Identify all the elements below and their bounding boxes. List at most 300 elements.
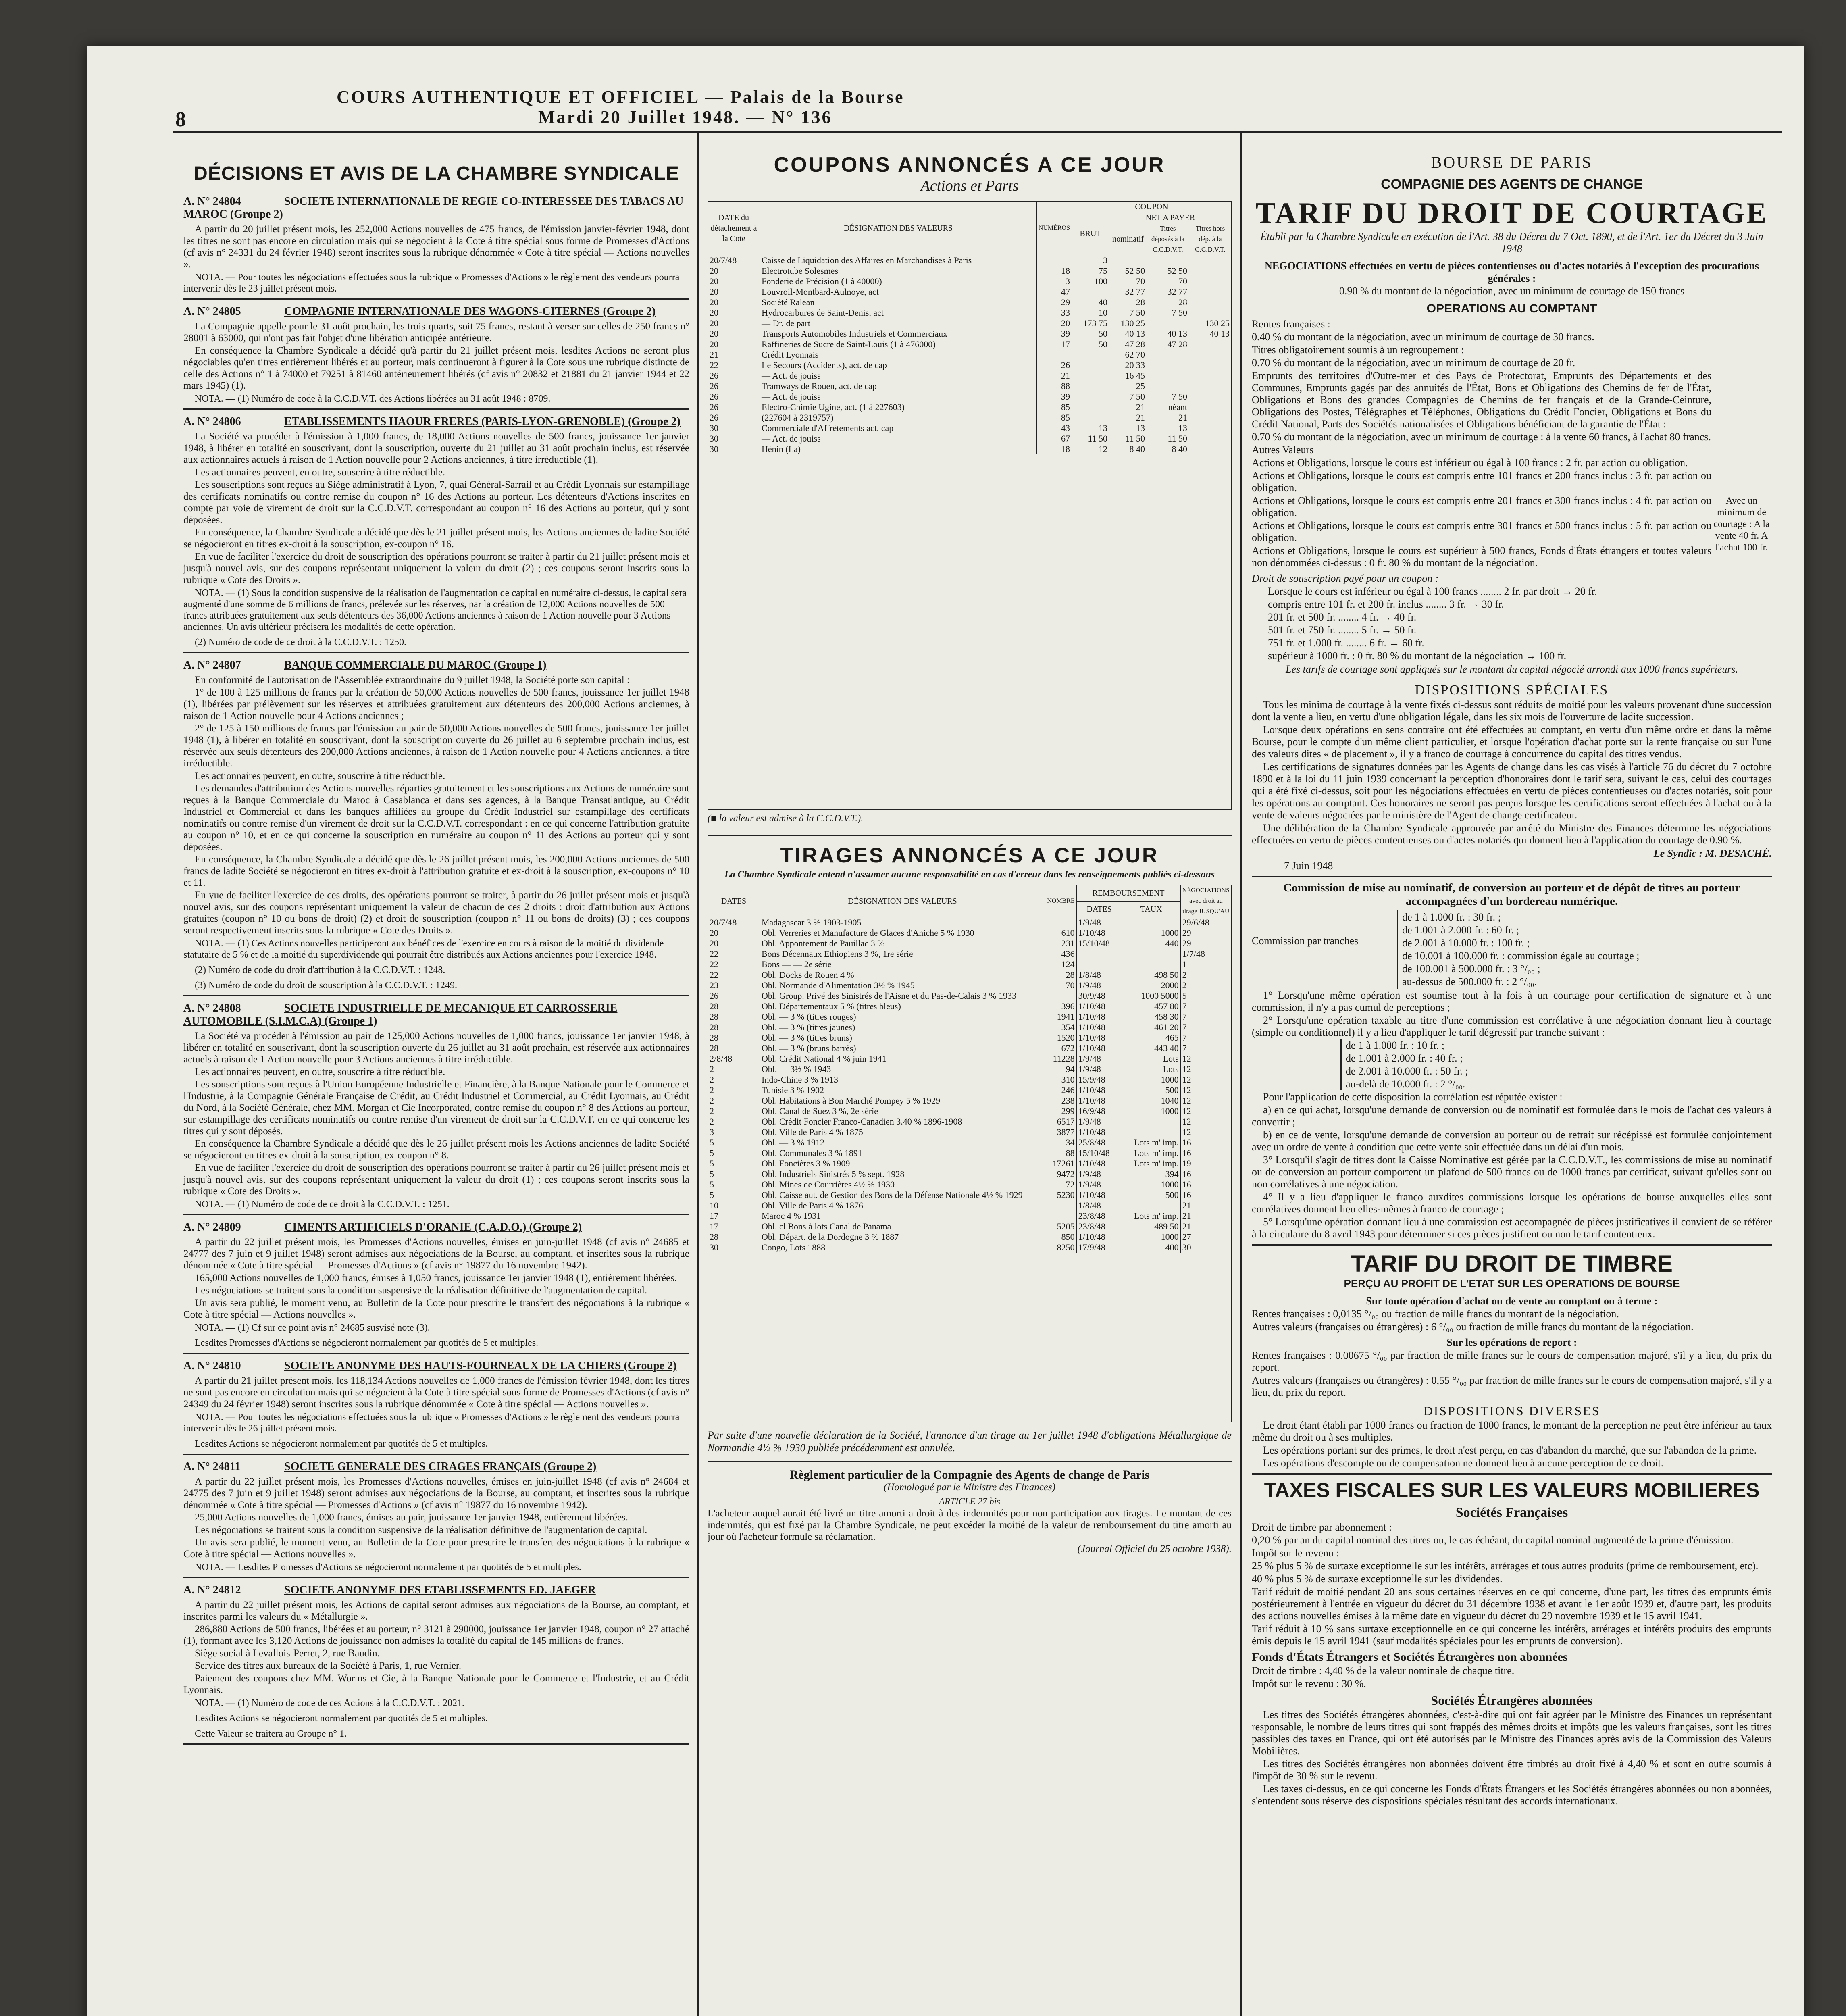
coupon-cell xyxy=(1147,371,1189,381)
tirage-cell: 30 xyxy=(708,1242,760,1253)
coupon-cell xyxy=(1072,402,1109,412)
coupon-cell: 12 xyxy=(1072,444,1109,454)
commission-line-2: de 1.001 à 2.000 fr. : 40 fr. ; xyxy=(1346,1052,1463,1064)
coupon-cell: 32 77 xyxy=(1147,287,1189,297)
tirage-cell: 88 xyxy=(1045,1148,1076,1158)
coupon-cell: 3 xyxy=(1036,276,1072,287)
notice-paragraph: 2° de 125 à 150 millions de francs par l'émission au pair de 50,000 Actions nouvelles de 500 francs, jouissance 1er juillet 1948 (1), à libérer en totalité en souscrivant, dont la souscription ouverte du 26 juillet au 6 septembre prochain inclus, est réservée aux seuls détenteurs des 200,000 Actions anciennes, à raison de 1 Action nouvelle pour 4 Actions anciennes, à titre irréductible. xyxy=(183,723,689,769)
commission-paragraph-2: b) en ce de vente, lorsqu'une demande de conversion au porteur ou de retrait sur récépissé est formulée conjointement avec un ordre de vente à condition que cette vente soit effectuée dans un délai d'un mois. xyxy=(1252,1129,1772,1153)
tirage-cell xyxy=(1076,949,1122,959)
societes-etrangeres-paragraph: Les titres des Sociétés étrangères non abonnées doivent être timbrés au droit fixé à 4,40 % et sont en outre soumis à l'impôt de 30 % sur le revenu. xyxy=(1252,1758,1772,1782)
negociations-text: 0.90 % du montant de la négociation, avec un minimum de courtage de 150 francs xyxy=(1339,285,1685,297)
tirage-row xyxy=(708,1022,1232,1033)
column-rule-1 xyxy=(697,133,699,2016)
notice-paragraph: A partir du 20 juillet présent mois, les 252,000 Actions nouvelles de 475 francs, de l'émission janvier-février 1948, dont les titres ne sont pas encore en circulation mais qui se négocient à la Cote à titre spécial sous forme de Promesses d'Actions (cf avis n° 24331 du 24 février 1948) seront inscrites sous la rubrique dénommée « Cote à titre spécial — Actions nouvelles ». xyxy=(183,224,689,270)
operation-line: Actions et Obligations, lorsque le cours est supérieur à 500 francs, Fonds d'États étrangers et toutes valeurs non dénommées ci-dessus : 0 fr. 80 % du montant de la négociation. xyxy=(1252,545,1711,569)
tirage-cell: 5 xyxy=(708,1169,760,1179)
tirage-cell: 458 30 xyxy=(1122,1012,1180,1022)
coupon-cell: 62 70 xyxy=(1109,350,1147,360)
notice-paragraph: La Compagnie appelle pour le 31 août prochain, les trois-quarts, soit 75 francs, restant à verser sur celles de 250 francs n° 28001 à 63000, qui n'ont pas fait l'objet d'une libération anticipée antérieure. xyxy=(183,321,689,344)
notice-paragraph: Un avis sera publié, le moment venu, au Bulletin de la Cote pour prescrire le transfert des négociations à la rubrique « Cote à titre spécial — Actions nouvelles ». xyxy=(183,1297,689,1320)
notice-title: SOCIETE ANONYME DES HAUTS-FOURNEAUX DE LA CHIERS (Groupe 2) xyxy=(284,1360,677,1372)
tirage-cell: 672 xyxy=(1045,1043,1076,1054)
coupon-cell: 21 xyxy=(1109,402,1147,412)
timbre-lines-2 xyxy=(1252,1350,1772,1399)
tirage-cell: 5 xyxy=(1180,991,1231,1001)
tirage-cell: 2 xyxy=(708,1075,760,1085)
tirage-row xyxy=(708,949,1232,959)
notice-paragraph: En conformité de l'autorisation de l'Assemblée extraordinaire du 9 juillet 1948, la Société porte son capital : xyxy=(195,675,630,685)
commission-label: Commission par tranches xyxy=(1252,935,1359,947)
notice-paragraph: Siège social à Levallois-Perret, 2, rue Baudin. xyxy=(195,1648,380,1659)
tirage-cell: 1000 5000 xyxy=(1122,991,1180,1001)
coupon-row xyxy=(708,329,1232,339)
coupons-rows xyxy=(708,255,1232,455)
tirage-cell: 12 xyxy=(1180,1095,1231,1106)
coupon-row xyxy=(708,381,1232,392)
tirage-cell: 1/9/48 xyxy=(1076,1116,1122,1127)
notice-nota: NOTA. — (1) Numéro de code de ce droit à la C.C.D.V.T. : 1251. xyxy=(195,1199,450,1210)
notice-paragraph: En vue de faciliter l'exercice de ces droits, des opérations pourront se traiter, à partir du 26 juillet présent mois et jusqu'à nouvel avis, sur des coupons représentant uniquement la valeur de chacun de ces 2 droits : droit d'attribution aux Actions gratuites (coupon n° 10 ou bons de droit) (2) et droit de souscription (coupon n° 11 ou bons de droits) (3) ; ces coupons seront respectivement inscrits sous la rubrique « Cote des Droits ». xyxy=(183,890,689,936)
coupon-cell xyxy=(1189,297,1232,308)
coupon-cell xyxy=(1189,350,1232,360)
coupons-col-designation: DÉSIGNATION DES VALEURS xyxy=(760,202,1037,255)
tirage-cell: 12 xyxy=(1180,1075,1231,1085)
coupon-cell: 26 xyxy=(1036,360,1072,371)
tirage-cell: 489 50 xyxy=(1122,1221,1180,1232)
coupon-cell: 21 xyxy=(1109,412,1147,423)
tirage-cell: 1/9/48 xyxy=(1076,917,1122,928)
tirage-cell: 26 xyxy=(708,991,760,1001)
left-column xyxy=(183,150,689,2016)
coupon-cell xyxy=(1189,339,1232,350)
tirage-cell: 28 xyxy=(708,1022,760,1033)
coupon-cell: 26 xyxy=(708,371,760,381)
tirage-cell: Obl. Verreries et Manufacture de Glaces d'Aniche 5 % 1930 xyxy=(760,928,1045,938)
coupon-cell xyxy=(1147,381,1189,392)
notice-number: A. N° 24812 xyxy=(183,1584,241,1596)
tirage-cell: Obl. Group. Privé des Sinistrés de l'Aisne et du Pas-de-Calais 3 % 1933 xyxy=(760,991,1045,1001)
reglement-source: (Journal Officiel du 25 octobre 1938). xyxy=(1077,1543,1232,1554)
tirages-col-negociations: NÉGOCIATIONS avec droit au tirage JUSQU'AU xyxy=(1180,885,1231,917)
tirage-cell: 1/10/48 xyxy=(1076,1232,1122,1242)
tirage-cell: Indo-Chine 3 % 1913 xyxy=(760,1075,1045,1085)
notice-paragraph: Service des titres aux bureaux de la Société à Paris, 1, rue Vernier. xyxy=(195,1660,462,1671)
tirage-cell: 231 xyxy=(1045,938,1076,949)
coupon-cell: 13 xyxy=(1072,423,1109,433)
tirage-cell: 21 xyxy=(1180,1200,1231,1211)
coupon-cell: 20 xyxy=(708,297,760,308)
societes-francaises-line: Droit de timbre par abonnement : xyxy=(1252,1521,1392,1533)
tirage-cell: 1040 xyxy=(1122,1095,1180,1106)
coupon-cell: 25 xyxy=(1109,381,1147,392)
disposition-paragraph: Lorsque deux opérations en sens contraire ont été effectuées au comptant, en vertu d'un même ordre et dans la même Bourse, pour le compte d'un même client particulier, et lorsque l'opération d'achat porte sur la rente française ou sur l'une des valeurs dites « de placement », il y a franco de courtage à concurrence du capital des titres vendus. xyxy=(1252,724,1772,760)
droit-line: 201 fr. et 500 fr. ........ 4 fr. → 40 fr. xyxy=(1268,611,1417,623)
coupon-cell: 52 50 xyxy=(1147,266,1189,276)
tirage-cell xyxy=(1045,1200,1076,1211)
coupon-cell xyxy=(1147,350,1189,360)
coupon-cell: 3 xyxy=(1072,255,1109,266)
coupon-cell: 88 xyxy=(1036,381,1072,392)
coupon-cell: 39 xyxy=(1036,329,1072,339)
coupon-cell xyxy=(1072,412,1109,423)
tirage-cell xyxy=(1122,1116,1180,1127)
notice-separator xyxy=(183,1743,689,1745)
coupon-row xyxy=(708,350,1232,360)
tirage-cell: 16 xyxy=(1180,1179,1231,1190)
coupon-cell: Commerciale d'Affrètements act. cap xyxy=(760,423,1037,433)
tirage-cell: 2000 xyxy=(1122,980,1180,991)
coupon-cell xyxy=(1036,350,1072,360)
coupon-cell xyxy=(1189,444,1232,454)
tirage-row xyxy=(708,1158,1232,1169)
coupon-row xyxy=(708,318,1232,329)
societes-etrangeres-paragraphs xyxy=(1252,1709,1772,1807)
diverses-paragraph: Les opérations portant sur des primes, le droit n'est perçu, en cas d'abandon du marché, que sur l'abandon de la prime. xyxy=(1263,1444,1757,1456)
tirage-cell: 1000 xyxy=(1122,928,1180,938)
diverses-title: DISPOSITIONS DIVERSES xyxy=(1423,1404,1600,1418)
coupon-cell xyxy=(1072,287,1109,297)
fonds-etrangers-line: Droit de timbre : 4,40 % de la valeur nominale de chaque titre. xyxy=(1252,1665,1515,1677)
timbre-subtitle: PERÇU AU PROFIT DE L'ETAT SUR LES OPERATIONS DE BOURSE xyxy=(1344,1277,1680,1289)
tirage-row xyxy=(708,1064,1232,1075)
coupon-cell: 22 xyxy=(708,360,760,371)
notice-paragraph: 165,000 Actions nouvelles de 1,000 francs, émises à 1,050 francs, jouissance 1er janvier 1948 (1), entièrement libérées. xyxy=(195,1272,677,1283)
commission-line-2: de 1 à 1.000 fr. : 10 fr. ; xyxy=(1346,1039,1444,1051)
coupon-cell: 8 40 xyxy=(1109,444,1147,454)
societes-francaises-line: Impôt sur le revenu : xyxy=(1252,1547,1339,1559)
tirage-cell: 1/7/48 xyxy=(1180,949,1231,959)
coupon-cell xyxy=(1189,412,1232,423)
notice-paragraph: 286,880 Actions de 500 francs, libérées et au porteur, n° 3121 à 290000, jouissance 1er janvier 1948, coupon n° 27 attaché (1), formant avec les 3,120 Actions de jouissance non admises la totalité du capital de 145 millions de francs. xyxy=(183,1624,689,1646)
operation-line: 0.70 % du montant de la négociation, avec un minimum de courtage de 20 fr. xyxy=(1252,357,1575,369)
tirage-cell: Obl. Départementaux 5 % (titres bleus) xyxy=(760,1001,1045,1012)
reglement-divider xyxy=(708,1461,1232,1462)
tirage-cell: 2 xyxy=(708,1106,760,1116)
coupon-cell xyxy=(1147,255,1189,266)
notice-separator xyxy=(183,298,689,300)
tirage-cell: 2 xyxy=(708,1116,760,1127)
tirage-cell: Lots m' imp. xyxy=(1122,1158,1180,1169)
coupons-table xyxy=(708,201,1232,810)
coupon-row xyxy=(708,287,1232,297)
commission-line: de 10.001 à 100.000 fr. : commission égale au courtage ; xyxy=(1402,950,1640,962)
notice-heading xyxy=(183,415,689,428)
tirage-cell: 28 xyxy=(708,1001,760,1012)
coupon-cell: — Dr. de part xyxy=(760,318,1037,329)
coupons-subtitle: Actions et Parts xyxy=(920,177,1019,194)
taxes-title: TAXES FISCALES SUR LES VALEURS MOBILIERES xyxy=(1264,1479,1760,1502)
coupon-cell: 40 13 xyxy=(1147,329,1189,339)
coupons-col-coupon: COUPON xyxy=(1072,202,1232,212)
tirages-col-remboursement: REMBOURSEMENT xyxy=(1076,885,1180,902)
tirage-cell: 850 xyxy=(1045,1232,1076,1242)
coupon-cell xyxy=(1189,255,1232,266)
tirage-cell: 28 xyxy=(708,1033,760,1043)
coupons-col-nominatif: nominatif xyxy=(1109,223,1147,255)
tirage-cell: 1000 xyxy=(1122,1179,1180,1190)
coupon-cell: 16 45 xyxy=(1109,371,1147,381)
coupon-cell xyxy=(1189,360,1232,371)
tirage-cell: 20 xyxy=(708,928,760,938)
tirage-cell: Obl. Canal de Suez 3 %, 2e série xyxy=(760,1106,1045,1116)
dispositions-title: DISPOSITIONS SPÉCIALES xyxy=(1415,683,1609,698)
notice-nota: NOTA. — (1) Sous la condition suspensive de la réalisation de l'augmentation de capital en numéraire ci-dessus, le capital sera augmenté d'une somme de 6 millions de francs, prélevée sur les réserves, par la création de 12,000 Actions nouvelles de 500 francs attribuées gratuitement aux seuls détenteurs des 36,000 Actions anciennes à raison de 1 Action nouvelle pour 3 Actions anciennes. Un avis ultérieur précisera les modalités de cette opération. xyxy=(183,588,687,632)
tirage-cell: 7 xyxy=(1180,1012,1231,1022)
societes-francaises-lines xyxy=(1252,1521,1772,1647)
coupon-row xyxy=(708,392,1232,402)
tirage-cell: 2 xyxy=(1180,980,1231,991)
societes-etrangeres-paragraph: Les taxes ci-dessus, en ce qui concerne les Fonds d'États Étrangers et les Sociétés étrangères abonnées ou non abonnées, s'entendent sous réserve des dispositions spéciales résultant des accords internationaux. xyxy=(1252,1783,1772,1807)
coupon-cell: 47 28 xyxy=(1147,339,1189,350)
tirage-cell: 1/9/48 xyxy=(1076,1054,1122,1064)
coupon-cell: 17 xyxy=(1036,339,1072,350)
operation-line: Emprunts des territoires d'Outre-mer et des Pays de Protectorat, Emprunts des Départements et des Communes, Emprunts gagés par des annuités de l'État, Bons et Obligations des Chemins de fer de l'État, Obligations et Bons des grandes Compagnies de Chemins de fer français et de la Grande-Ceinture, Obligations des Postes, Télégraphes et Téléphones, Obligations du Crédit Foncier, Obligations et Bons du Crédit National, Parts des Sociétés nationalisées et Obligations bénéficiant de la garantie de l'État : xyxy=(1252,370,1711,430)
notice-paragraph: Les actionnaires peuvent, en outre, souscrire à titre réductible. xyxy=(195,771,445,781)
tirages-col-dates2: DATES xyxy=(1076,901,1122,917)
tirages-col-dates: DATES xyxy=(708,885,760,917)
tirage-cell: 23/8/48 xyxy=(1076,1221,1122,1232)
tirage-row xyxy=(708,1200,1232,1211)
tirage-cell: 1/10/48 xyxy=(1076,1043,1122,1054)
coupon-cell: 20 xyxy=(1036,318,1072,329)
tirage-cell: Obl. Ville de Paris 4 % 1875 xyxy=(760,1127,1045,1137)
tirage-cell: Obl. Foncières 3 % 1909 xyxy=(760,1158,1045,1169)
tirage-cell: 394 xyxy=(1122,1169,1180,1179)
coupon-cell: Hénin (La) xyxy=(760,444,1037,454)
coupon-cell: 173 75 xyxy=(1072,318,1109,329)
tirage-cell: 5230 xyxy=(1045,1190,1076,1200)
tirage-cell: 3 xyxy=(708,1127,760,1137)
tirage-cell: 12 xyxy=(1180,1085,1231,1095)
diverses-paragraph: Le droit étant établi par 1000 francs ou fraction de 1000 francs, le montant de la perception ne peut être inférieur au taux même du droit ou à ses multiples. xyxy=(1252,1419,1772,1443)
notice-paragraph: En conséquence la Chambre Syndicale a décidé que dès le 26 juillet présent mois les Actions anciennes de ladite Société se négocieront en titres ex-droit à la souscription, ex-coupon n° 8. xyxy=(183,1138,689,1161)
coupons-col-date: DATE du détachement à la Cote xyxy=(708,202,760,255)
commission-paragraphs xyxy=(1252,989,1772,1039)
tirage-cell: 400 xyxy=(1122,1242,1180,1253)
tirage-cell: Maroc 4 % 1931 xyxy=(760,1211,1045,1221)
coupon-cell: 13 xyxy=(1147,423,1189,433)
tirage-cell: 21 xyxy=(1180,1211,1231,1221)
notice-title: SOCIETE INDUSTRIELLE DE MECANIQUE ET CARROSSERIE AUTOMOBILE (S.I.M.C.A) (Groupe 1) xyxy=(183,1002,618,1027)
coupon-cell: 100 xyxy=(1072,276,1109,287)
tirage-row xyxy=(708,1116,1232,1127)
notice-paragraph: Les souscriptions sont reçues au Siège administratif à Lyon, 7, quai Général-Sarrail et au Crédit Lyonnais sur estampillage des certificats nominatifs ou contre remise du coupon n° 16 des Actions au porteur. Les détenteurs d'Actions inscrites en compte par voie de virement de droit sur la C.C.D.V.T. correspondant au coupon n° 16 des Actions au porteur, qui y sont déposées. xyxy=(183,479,689,525)
coupon-cell: 20 33 xyxy=(1109,360,1147,371)
tirage-cell xyxy=(1122,917,1180,928)
notice-paragraph: En conséquence, la Chambre Syndicale a décidé que dès le 21 juillet présent mois, les Actions anciennes de ladite Société se négocieront en titres ex-droit à la souscription, ex-coupon n° 16. xyxy=(183,527,689,550)
tirage-cell: 1000 xyxy=(1122,1075,1180,1085)
tirage-cell: 246 xyxy=(1045,1085,1076,1095)
coupon-row xyxy=(708,423,1232,433)
coupon-cell: 28 xyxy=(1147,297,1189,308)
coupon-cell: Tramways de Rouen, act. de cap xyxy=(760,381,1037,392)
notice-paragraph: En vue de faciliter l'exercice du droit de souscription des opérations pourront se traiter à partir du 26 juillet présent mois et jusqu'à nouvel avis, sur des coupons représentant uniquement la valeur du droit (1) ; ces coupons seront inscrits sous la rubrique « Cote des Droits ». xyxy=(183,1162,689,1197)
droit-line: Lorsque le cours est inférieur ou égal à 100 francs ........ 2 fr. par droit → 20 fr. xyxy=(1268,585,1597,597)
tirage-row xyxy=(708,1127,1232,1137)
coupon-cell: 20 xyxy=(708,276,760,287)
notice-heading xyxy=(183,195,689,221)
commission-line: de 2.001 à 10.000 fr. : 100 fr. ; xyxy=(1402,937,1530,949)
coupon-row xyxy=(708,371,1232,381)
commission-line: de 1 à 1.000 fr. : 30 fr. ; xyxy=(1402,911,1501,923)
notice-paragraph: Les négociations se traitent sous la condition suspensive de la réalisation définitive de l'augmentation de capital. xyxy=(195,1285,647,1296)
commission-paragraph: 2° Lorsqu'une opération taxable au titre d'une commission est corrélative à une négociation donnant lieu à courtage (simple ou conditionnel) il y a lieu d'appliquer le tarif dégressif par tranche suivant : xyxy=(1252,1014,1772,1038)
droit-note: Les tarifs de courtage sont appliqués sur le montant du capital négocié arrondi aux 1000 francs supérieurs. xyxy=(1285,663,1738,675)
coupon-cell: 7 50 xyxy=(1109,308,1147,318)
coupon-cell: 11 50 xyxy=(1147,433,1189,444)
notice-paragraph: Les actionnaires peuvent, en outre, souscrire à titre réductible. xyxy=(195,467,445,478)
coupon-cell: 75 xyxy=(1072,266,1109,276)
coupon-cell: 20 xyxy=(708,266,760,276)
coupon-cell: 21 xyxy=(1147,412,1189,423)
tirages-subtitle: La Chambre Syndicale entend n'assumer aucune responsabilité en cas d'erreur dans les renseignements publiés ci-dessous xyxy=(724,869,1215,880)
tirage-cell: 5 xyxy=(708,1179,760,1190)
notice-heading xyxy=(183,1584,689,1597)
tirage-cell: Bons Décennaux Ethiopiens 3 %, 1re série xyxy=(760,949,1045,959)
tirage-cell: 1/10/48 xyxy=(1076,1085,1122,1095)
tirage-cell: 500 xyxy=(1122,1085,1180,1095)
tirage-cell: 1/10/48 xyxy=(1076,1095,1122,1106)
right-column xyxy=(1252,150,1772,2016)
middle-column xyxy=(708,150,1232,2016)
commission-title: Commission de mise au nominatif, de conversion au porteur et de dépôt de titres au porteur accompagnées d'un bordereau numérique. xyxy=(1283,881,1740,908)
tirage-row xyxy=(708,1137,1232,1148)
notice-number: A. N° 24810 xyxy=(183,1360,241,1372)
notice-heading xyxy=(183,1360,689,1372)
notice-paragraph: Les actionnaires peuvent, en outre, souscrire à titre réductible. xyxy=(195,1066,445,1077)
tirage-cell: Obl. Ville de Paris 4 % 1876 xyxy=(760,1200,1045,1211)
tirage-cell: 23 xyxy=(708,980,760,991)
operation-line: 0.70 % du montant de la négociation, avec un minimum de courtage : à la vente 60 francs, à l'achat 80 francs. xyxy=(1252,431,1711,443)
tirage-row xyxy=(708,1179,1232,1190)
coupons-title: COUPONS ANNONCÉS A CE JOUR xyxy=(774,153,1165,177)
tirage-cell: 29 xyxy=(1180,938,1231,949)
commission-paragraph-2: 4° Il y a lieu d'appliquer le franco auxdites commissions lorsque les opérations de bourse auxquelles elles sont corrélatives donnent lieu elles-mêmes à franco de courtage ; xyxy=(1252,1191,1772,1215)
tirage-cell: Obl. Normande d'Alimentation 3½ % 1945 xyxy=(760,980,1045,991)
coupon-cell xyxy=(1147,318,1189,329)
tirage-cell: 5 xyxy=(708,1137,760,1148)
coupon-cell xyxy=(1072,381,1109,392)
commission-divider xyxy=(1252,876,1772,877)
tirage-cell: 15/10/48 xyxy=(1076,1148,1122,1158)
notice-nota: Lesdites Actions se négocieront normalement par quotités de 5 et multiples. xyxy=(195,1713,488,1724)
notice-heading xyxy=(183,305,689,318)
page-number: 8 xyxy=(175,108,187,131)
tirage-cell: Bons — — 2e série xyxy=(760,959,1045,970)
tirage-cell: 23/8/48 xyxy=(1076,1211,1122,1221)
tirage-cell xyxy=(1122,949,1180,959)
coupon-cell xyxy=(1189,433,1232,444)
commission-paragraph-2: 3° Lorsqu'il s'agit de titres dont la Caisse Nominative est gérée par la C.C.D.V.T., les commissions de mise au nominatif ou de conversion au porteur comportent un plafond de 500 francs ou de 1000 francs par certificat, suivant qu'elles sont ou non corrélatives à une négociation. xyxy=(1252,1154,1772,1190)
coupon-cell: 28 xyxy=(1109,297,1147,308)
coupon-cell: 10 xyxy=(1072,308,1109,318)
tirages-rows xyxy=(708,917,1232,1253)
notice-heading xyxy=(183,1221,689,1234)
notice-number: A. N° 24806 xyxy=(183,415,241,428)
coupon-cell: Electro-Chimie Ugine, act. (1 à 227603) xyxy=(760,402,1037,412)
timbre-line-2: Rentes françaises : 0,00675 °/₀₀ par fraction de mille francs sur le cours de compensation majoré, s'il y a lieu, du prix du report. xyxy=(1252,1350,1772,1373)
timbre-line-1: Rentes françaises : 0,0135 °/₀₀ ou fraction de mille francs du montant de la négociation. xyxy=(1252,1308,1619,1320)
tirage-cell: 2 xyxy=(1180,970,1231,980)
tirages-title: TIRAGES ANNONCÉS A CE JOUR xyxy=(780,844,1159,867)
tirage-cell: 28 xyxy=(1045,970,1076,980)
commission-tranches xyxy=(1252,910,1772,989)
notice-separator xyxy=(183,408,689,410)
notice-paragraph: A partir du 22 juillet présent mois, les Promesses d'Actions nouvelles, émises en juin-juillet 1948 (cf avis n° 24684 et 24775 des 7 juin et 9 juillet 1948) seront admises aux négociations de la Bourse, au comptant, et inscrites sous la rubrique dénommée « Cote à titre spécial — Promesses d'Actions » (cf avis n° 19877 du 16 novembre 1942). xyxy=(183,1476,689,1510)
tirage-cell: 436 xyxy=(1045,949,1076,959)
tirage-row xyxy=(708,1211,1232,1221)
notice-nota: (2) Numéro de code du droit d'attribution à la C.C.D.V.T. : 1248. xyxy=(195,965,445,975)
coupon-cell: 67 xyxy=(1036,433,1072,444)
coupon-cell: Caisse de Liquidation des Affaires en Marchandises à Paris xyxy=(760,255,1037,266)
tirage-row xyxy=(708,1232,1232,1242)
tirage-row xyxy=(708,1043,1232,1054)
tirage-cell: Madagascar 3 % 1903-1905 xyxy=(760,917,1045,928)
notice-paragraph: Un avis sera publié, le moment venu, au Bulletin de la Cote pour prescrire le transfert des négociations à la rubrique « Cote à titre spécial — Actions nouvelles ». xyxy=(183,1537,689,1560)
tirage-cell: 1/10/48 xyxy=(1076,1158,1122,1169)
coupon-cell: 40 13 xyxy=(1109,329,1147,339)
tirage-cell: 15/9/48 xyxy=(1076,1075,1122,1085)
tirage-row xyxy=(708,1085,1232,1095)
tirage-cell: 1/8/48 xyxy=(1076,970,1122,980)
header-rule xyxy=(173,131,1782,133)
commission-line: de 1.001 à 2.000 fr. : 60 fr. ; xyxy=(1402,924,1519,936)
notice-nota: NOTA. — (1) Cf sur ce point avis n° 24685 susvisé note (3). xyxy=(195,1322,430,1333)
tirage-cell: 30/9/48 xyxy=(1076,991,1122,1001)
commission-line: de 100.001 à 500.000 fr. : 3 °/₀₀ ; xyxy=(1402,963,1540,975)
tirage-row xyxy=(708,1054,1232,1064)
dispositions-paragraphs xyxy=(1252,699,1772,846)
tirage-cell: 7 xyxy=(1180,1001,1231,1012)
coupon-cell: 11 50 xyxy=(1072,433,1109,444)
tirage-cell: 12 xyxy=(1180,1106,1231,1116)
tirage-cell: 440 xyxy=(1122,938,1180,949)
tirage-cell: Tunisie 3 % 1902 xyxy=(760,1085,1045,1095)
tirage-cell: 1941 xyxy=(1045,1012,1076,1022)
coupon-cell: 47 xyxy=(1036,287,1072,297)
reglement-subtitle: (Homologué par le Ministre des Finances) xyxy=(883,1482,1056,1493)
disposition-paragraph: Les certifications de signatures données par les Agents de change dans les cas visés à l'article 76 du décret du 7 octobre 1890 et à la loi du 11 juin 1939 concernant la perception d'honoraires dont le tarif sera, suivant le cas, celui des courtages qui a été fixé ci-dessus, soit pour les négociations effectuées en vertu de pièces contentieuses ou d'actes notariés, soit pour les opérations au comptant. Ces honoraires ne seront pas perçus lorsque les certifications seront effectuées à l'achat ou à la vente de valeurs négociées par le ministère de l'Agent de change certificateur. xyxy=(1252,761,1772,821)
tirage-row xyxy=(708,938,1232,949)
notice-number: A. N° 24809 xyxy=(183,1221,241,1233)
tirage-cell: 1000 xyxy=(1122,1106,1180,1116)
notice-paragraph: La Société va procéder à l'émission au pair de 125,000 Actions nouvelles de 1,000 francs, jouissance 1er janvier 1948, à libérer en totalité en souscrivant, dont la souscription ouverte du 26 juillet au 31 août prochain, est réservée aux actionnaires actuels à raison de 1 Action nouvelle pour 3 Actions anciennes à titre irréductible. xyxy=(183,1031,689,1065)
minimum-note: Avec un minimum de courtage : A la vente 40 fr. A l'achat 100 fr. xyxy=(1713,496,1770,553)
societes-francaises-line: 40 % plus 5 % de surtaxe exceptionnelle sur les dividendes. xyxy=(1252,1573,1503,1585)
operation-line: Actions et Obligations, lorsque le cours est compris entre 201 francs et 300 francs inclus : 4 fr. par action ou obligation. xyxy=(1252,495,1711,519)
notice-paragraph: Les souscriptions sont reçues à l'Union Européenne Industrielle et Financière, à la Banque Nationale pour le Commerce et l'Industrie, à la Compagnie Générale Française de Crédit, au Crédit Industriel et Commercial, au Crédit Lyonnais, au Crédit du Nord, à la Société Générale, chez MM. Morgan et Cie Incorporated, contre remise du coupon n° 8 des Actions au porteur, sur estampillage des certificats nominatifs ou contre remise d'un virement de droit sur la C.C.D.V.T. en ce qui concerne les titres qui y sont déposés. xyxy=(183,1079,689,1137)
notice-paragraph: A partir du 22 juillet présent mois, les Promesses d'Actions nouvelles, émises en juin-juillet 1948 (cf avis n° 24685 et 24777 des 7 juin et 9 juillet 1948) seront admises aux négociations de la Bourse, au comptant, et inscrites sous la rubrique dénommée « Cote à titre spécial — Promesses d'Actions » (cf avis n° 19877 du 16 novembre 1942). xyxy=(183,1237,689,1271)
notice-paragraph: 25,000 Actions nouvelles de 1,000 francs, émises au pair, jouissance 1er janvier 1948, entièrement libérées. xyxy=(195,1512,629,1523)
diverses-paragraphs xyxy=(1252,1419,1772,1469)
tirage-row xyxy=(708,1095,1232,1106)
tirage-cell: Obl. — 3 % (titres bruns) xyxy=(760,1033,1045,1043)
commission-lines-2 xyxy=(1340,1039,1772,1090)
tirage-cell: 5 xyxy=(708,1158,760,1169)
masthead-line1: COURS AUTHENTIQUE ET OFFICIEL — Palais de la Bourse xyxy=(337,87,905,107)
coupon-cell: 29 xyxy=(1036,297,1072,308)
notice-separator xyxy=(183,995,689,996)
tarif-courtage-title: TARIF DU DROIT DE COURTAGE xyxy=(1255,197,1768,230)
coupon-cell xyxy=(1036,255,1072,266)
coupon-cell: 30 xyxy=(708,433,760,444)
coupon-cell: 7 50 xyxy=(1147,392,1189,402)
notice-paragraph: Les demandes d'attribution des Actions nouvelles réparties gratuitement et les souscriptions aux Actions de numéraire sont reçues à la Banque Commerciale du Maroc à Casablanca et dans ses agences, à la Banque Transatlantique, au Crédit Industriel et Commercial et dans les banques affiliées au groupe du Crédit Industriel sur estampillage des certificats nominatifs ou contre remise d'un virement de droit sur la C.C.D.V.T. correspondant : en ce qui concerne l'attribution gratuite au coupon n° 10, et en ce qui concerne la souscription en numéraire au coupon n° 11 des Actions au porteur qui y sont déposées. xyxy=(183,783,689,852)
notice-paragraph: A partir du 22 juillet présent mois, les Actions de capital seront admises aux négociations de la Bourse, au comptant, et inscrites parmi les valeurs du « Métallurgie ». xyxy=(183,1599,689,1622)
tirage-cell: Obl. — 3 % (titres rouges) xyxy=(760,1012,1045,1022)
tirage-row xyxy=(708,1106,1232,1116)
